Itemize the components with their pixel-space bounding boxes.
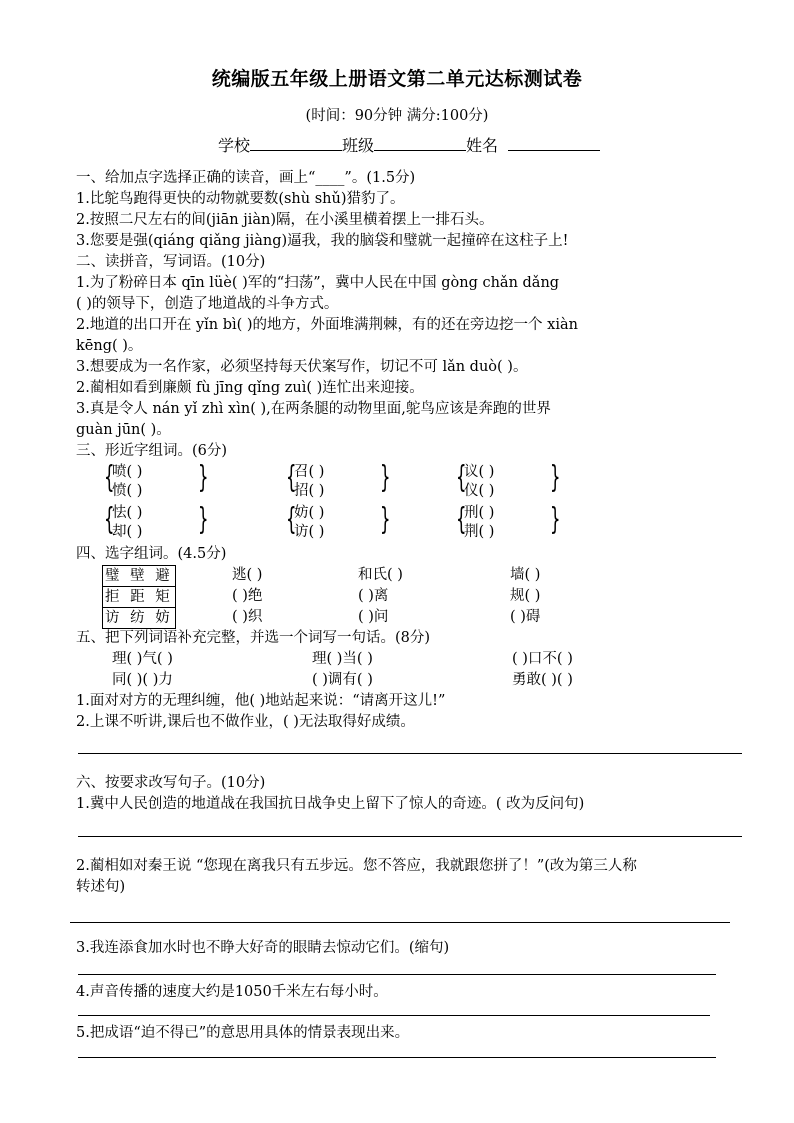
- answer-line[interactable]: [78, 836, 742, 837]
- answer-line[interactable]: [78, 1057, 716, 1058]
- s1-question-1: 1.比鸵鸟跑得更快的动物就要数(shù shǔ)猎豹了。: [76, 191, 405, 207]
- char-pair: 召( ): [294, 464, 325, 480]
- right-brace-icon: }: [198, 460, 209, 495]
- s2-line: guàn jūn( )。: [76, 422, 171, 438]
- word-blank: ( )绝: [232, 588, 263, 604]
- school-blank[interactable]: [250, 150, 342, 151]
- right-brace-icon: }: [198, 502, 209, 537]
- s6-question-3: 3.我连添食加水时也不睁大好奇的眼睛去惊动它们。(缩句): [76, 940, 450, 956]
- char-pair: 议( ): [464, 464, 495, 480]
- idiom-blank: ( )口不( ): [512, 651, 573, 667]
- left-brace-icon: {: [104, 502, 115, 537]
- section-3-heading: 三、形近字组词。(6分): [76, 443, 228, 459]
- s2-line: kēng( )。: [76, 338, 143, 354]
- left-brace-icon: {: [456, 502, 467, 537]
- left-brace-icon: {: [286, 460, 297, 495]
- answer-line[interactable]: [70, 922, 730, 923]
- char-pair: 妨( ): [294, 505, 325, 521]
- left-brace-icon: {: [286, 502, 297, 537]
- right-brace-icon: }: [380, 460, 391, 495]
- word-blank: ( )织: [232, 609, 263, 625]
- s2-line: ( )的领导下，创造了地道战的斗争方式。: [76, 296, 339, 312]
- class-blank[interactable]: [374, 150, 466, 151]
- right-brace-icon: }: [550, 502, 561, 537]
- page-title: 统编版五年级上册语文第二单元达标测试卷: [211, 68, 583, 90]
- idiom-blank: ( )调有( ): [312, 672, 373, 688]
- right-brace-icon: }: [550, 460, 561, 495]
- s1-question-3: 3.您要是强(qiáng qiǎng jiàng)逼我，我的脑袋和璧就一起撞碎在这柱子上!: [76, 233, 569, 249]
- char-pair: 访( ): [294, 524, 325, 540]
- s6-question-2-cont: 转述句): [76, 879, 126, 895]
- s2-line: 2.地道的出口开在 yǐn bì( )的地方，外面堆满荆棘，有的还在旁边挖一个 xiàn: [76, 317, 578, 333]
- word-blank: ( )离: [358, 588, 389, 604]
- s6-question-1: 1.冀中人民创造的地道战在我国抗日战争史上留下了惊人的奇迹。( 改为反问句): [76, 796, 585, 812]
- section-6-heading: 六、按要求改写句子。(10分): [76, 775, 266, 791]
- char-choice-box: 璧 壁 避: [102, 565, 176, 587]
- name-label: 姓名: [466, 136, 499, 155]
- char-pair: 刑( ): [464, 505, 495, 521]
- char-pair: 喷( ): [112, 464, 143, 480]
- idiom-blank: 理( )气( ): [112, 651, 173, 667]
- word-blank: 墙( ): [510, 567, 541, 583]
- char-pair: 愤( ): [112, 483, 143, 499]
- char-pair: 却( ): [112, 524, 143, 540]
- exam-info: (时间：90分钟 满分:100分): [305, 108, 489, 124]
- word-blank: 规( ): [510, 588, 541, 604]
- answer-line[interactable]: [78, 1015, 710, 1016]
- s2-line: 1.为了粉碎日本 qīn lüè( )军的“扫荡”，冀中人民在中国 gòng chǎn dǎng: [76, 275, 560, 291]
- class-label: 班级: [342, 136, 375, 155]
- word-blank: ( )碍: [510, 609, 541, 625]
- left-brace-icon: {: [456, 460, 467, 495]
- s6-question-5: 5.把成语“迫不得已”的意思用具体的情景表现出来。: [76, 1025, 410, 1041]
- right-brace-icon: }: [380, 502, 391, 537]
- char-choice-box: 访 纺 妨: [102, 607, 176, 629]
- s5-question-2: 2.上课不听讲,课后也不做作业，( )无法取得好成绩。: [76, 714, 415, 730]
- section-4-heading: 四、选字组词。(4.5分): [76, 546, 227, 562]
- word-blank: 逃( ): [232, 567, 263, 583]
- s2-line: 3.想要成为一名作家，必须坚持每天伏案写作，切记不可 lǎn duò( )。: [76, 359, 528, 375]
- section-2-heading: 二、读拼音，写词语。(10分): [76, 254, 266, 270]
- word-blank: ( )问: [358, 609, 389, 625]
- s2-line: 2.蔺相如看到廉颇 fù jīng qǐng zuì( )连忙出来迎接。: [76, 380, 424, 396]
- char-pair: 怯( ): [112, 505, 143, 521]
- student-info-row: [218, 136, 600, 156]
- section-1-heading: 一、给加点字选择正确的读音，画上“____”。(1.5分): [76, 170, 416, 186]
- s2-line: 3.真是令人 nán yǐ zhì xìn( ),在两条腿的动物里面,鸵鸟应该是奔跑的世界: [76, 401, 551, 417]
- char-pair: 荆( ): [464, 524, 495, 540]
- left-brace-icon: {: [104, 460, 115, 495]
- answer-line[interactable]: [78, 974, 716, 975]
- idiom-blank: 理( )当( ): [312, 651, 373, 667]
- name-blank[interactable]: [508, 150, 600, 151]
- section-5-heading: 五、把下列词语补充完整，并选一个词写一句话。(8分): [76, 630, 431, 646]
- answer-line[interactable]: [78, 753, 742, 754]
- s6-question-4: 4.声音传播的速度大约是1050千米左右每小时。: [76, 984, 388, 1000]
- char-pair: 仪( ): [464, 483, 495, 499]
- s5-question-1: 1.面对对方的无理纠缠，他( )地站起来说：“请离开这儿!”: [76, 693, 446, 709]
- idiom-blank: 勇敢( )( ): [512, 672, 573, 688]
- s1-question-2: 2.按照二尺左右的间(jiān jiàn)隔，在小溪里横着摆上一排石头。: [76, 212, 494, 228]
- school-label: 学校: [218, 136, 251, 155]
- s6-question-2: 2.蔺相如对秦王说 “您现在离我只有五步远。您不答应，我就跟您拼了！”(改为第三人称: [76, 858, 637, 874]
- char-choice-box: 拒 距 矩: [102, 586, 176, 608]
- idiom-blank: 同( )( )力: [112, 672, 173, 688]
- char-pair: 招( ): [294, 483, 325, 499]
- word-blank: 和氏( ): [358, 567, 403, 583]
